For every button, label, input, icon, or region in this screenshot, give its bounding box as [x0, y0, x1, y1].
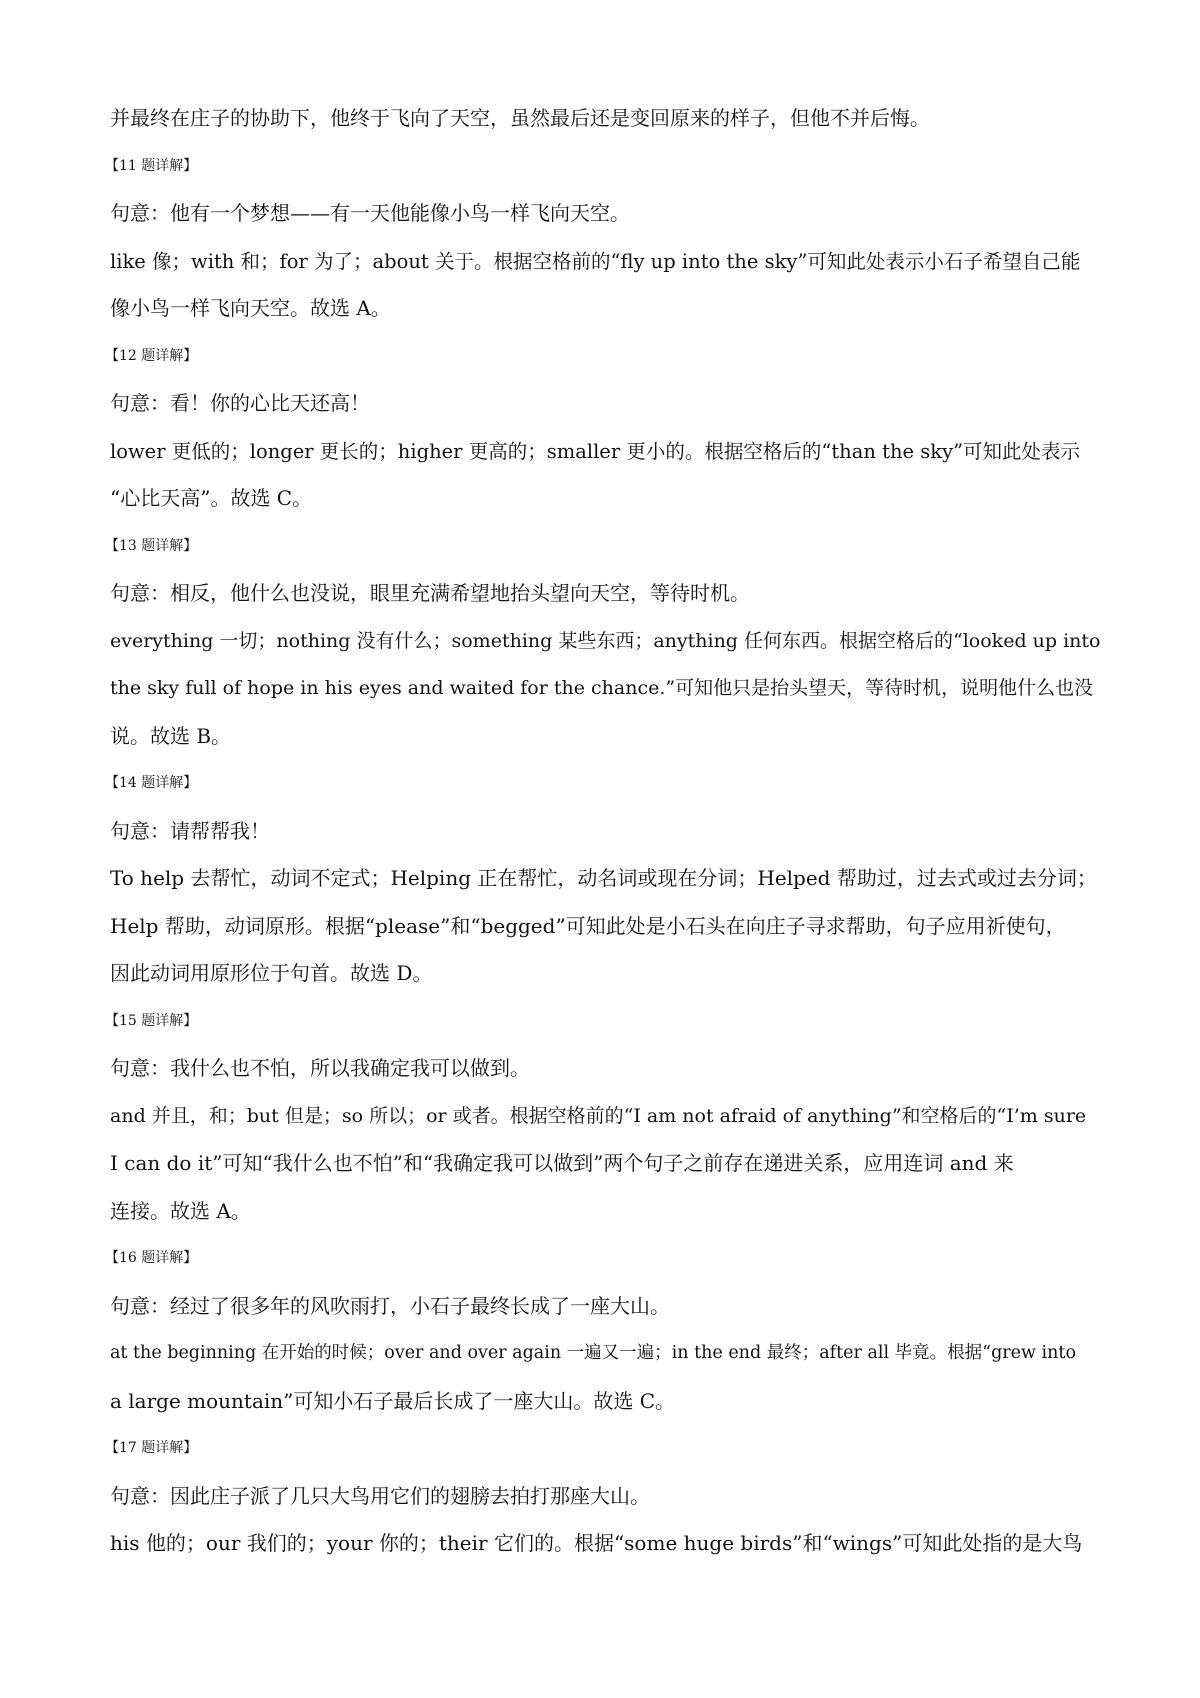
section-heading: 【16 题详解】	[105, 1250, 198, 1266]
section-heading: 【15 题详解】	[105, 1012, 198, 1029]
section-heading: 【13 题详解】	[105, 537, 198, 554]
text-line: everything 一切；nothing 没有什么；something 某些东西；anything 任何东西。根据空格后的“looked up into	[110, 629, 1101, 652]
text-line: a large mountain”可知小石子最后长成了一座大山。故选 C。	[110, 1388, 676, 1413]
document-body	[105, 95, 1101, 1568]
section-heading: 【11 题详解】	[105, 157, 198, 174]
text-line: 句意：经过了很多年的风吹雨打，小石子最终长成了一座大山。	[110, 1293, 670, 1318]
text-line: 并最终在庄子的协助下，他终于飞向了天空，虽然最后还是变回原来的样子，但他不并后悔。	[110, 106, 930, 130]
text-line: 句意：他有一个梦想——有一天他能像小鸟一样飞向天空。	[110, 201, 630, 225]
text-line: at the beginning 在开始的时候；over and over again 一遍又一遍；in the end 最终；after all 毕竟。根据“grew into	[110, 1343, 1076, 1363]
text-line: 句意：看！你的心比天还高！	[110, 391, 370, 415]
text-line: lower 更低的；longer 更长的；higher 更高的；smaller 更小的。根据空格后的“than the sky”可知此处表示	[110, 439, 1081, 463]
text-line: 因此动词用原形位于句首。故选 D。	[110, 961, 433, 985]
text-line: “心比天高”。故选 C。	[110, 486, 313, 510]
text-line: 句意：请帮帮我！	[110, 818, 270, 843]
text-line: like 像；with 和；for 为了；about 关于。根据空格前的“fly up into the sky”可知此处表示小石子希望自己能	[110, 249, 1081, 273]
text-line: 句意：我什么也不怕，所以我确定我可以做到。	[110, 1056, 530, 1080]
text-line: 句意：因此庄子派了几只大鸟用它们的翅膀去拍打那座大山。	[110, 1483, 650, 1508]
section-heading: 【17 题详解】	[105, 1440, 198, 1456]
text-line: his 他的；our 我们的；your 你的；their 它们的。根据“some huge birds”和“wings”可知此处指的是大鸟	[110, 1531, 1083, 1555]
text-line: 说。故选 B。	[110, 723, 232, 748]
text-line: To help 去帮忙，动词不定式；Helping 正在帮忙，动名词或现在分词；Helped 帮助过，过去式或过去分词；	[110, 866, 1097, 890]
text-line: the sky full of hope in his eyes and waited for the chance.”可知他只是抬头望天，等待时机，说明他什么也没	[110, 677, 1094, 699]
section-heading: 【14 题详解】	[105, 775, 198, 791]
text-line: and 并且，和；but 但是；so 所以；or 或者。根据空格前的“I am not afraid of anything”和空格后的“I’m sure	[110, 1104, 1087, 1127]
text-line: 句意：相反，他什么也没说，眼里充满希望地抬头望向天空，等待时机。	[110, 581, 750, 605]
text-line: 像小鸟一样飞向天空。故选 A。	[110, 296, 391, 320]
text-line: I can do it”可知“我什么也不怕”和“我确定我可以做到”两个句子之前存在递进关系，应用连词 and 来	[110, 1151, 1014, 1175]
text-line: 连接。故选 A。	[110, 1198, 251, 1223]
text-line: Help 帮助，动词原形。根据“please”和“begged”可知此处是小石头在向庄子寻求帮助，句子应用祈使句，	[110, 913, 1066, 938]
section-heading: 【12 题详解】	[105, 347, 198, 364]
